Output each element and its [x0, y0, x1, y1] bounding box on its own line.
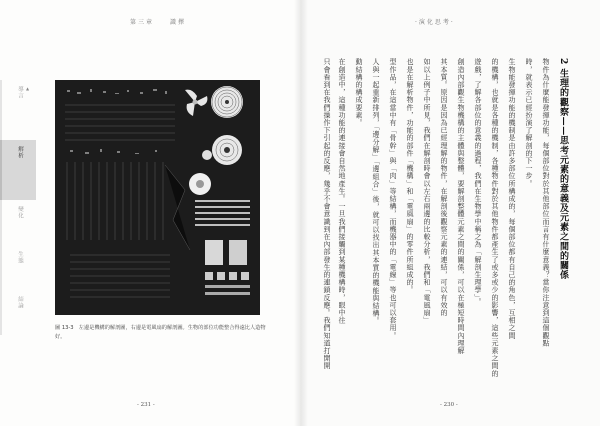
chapter-label: 第三章 [130, 19, 155, 26]
side-tab-label: 結論 [17, 296, 23, 309]
body-column: 人與一起重新排列，「邊分解」「邊組合」後，就可以找出其本質的機能與結構。 [372, 58, 380, 325]
left-page-number: - 231 - [137, 402, 155, 408]
side-tab-ecology[interactable] [0, 245, 36, 290]
body-column: 在創造中，這種功能的連接會自然地產生。一旦我們接觸到某種機構時，眼中往 [338, 58, 346, 324]
side-tab-analysis[interactable] [0, 140, 36, 200]
body-column: 動結構的構成要素。 [355, 58, 363, 127]
body-column: 遊戲，了解各部位的意義的過程，我們在生物學中稱之為「解剖生理學」。 [474, 58, 482, 306]
left-running-header [130, 17, 198, 26]
body-column: 物件為什麼能發揮功能，每個部位對於其他部位而言有什麼意義？當你注意到這個觀點 [542, 58, 550, 347]
body-column: 型作品，在這當中有「骨幹」與「肉」等結構，而機器中的「電線」等也可以套用。 [389, 58, 397, 340]
side-tab-label: 變化 [17, 206, 23, 219]
chapter-title: 識擇 [169, 19, 186, 26]
side-tab-label: 生態 [17, 251, 23, 264]
book-gutter [294, 0, 308, 426]
body-column: 只會看到在我們操作下引起的反應，幾乎不會意識到在內部發生的連鎖反應。我們知道打開開 [323, 58, 331, 370]
right-page-number: - 230 - [440, 402, 458, 408]
side-tab-label: 導言 [17, 86, 23, 99]
body-column: 如以上例子中所見，我們在解剖時會以左右兩邊的比較分析，我們和「電風扇」 [423, 58, 431, 324]
photo-illustration [55, 80, 260, 315]
disassembled-parts-photo [55, 80, 260, 315]
body-column: 的機構，也就是各種的機制，各種物件對於其他物件都產生了或多或少的影響，這些元素之間的 [491, 58, 499, 378]
body-column: 生物能發揮功能的機制是由許多部位所構成的，每個部位都有自己的角色，互相之間 [508, 58, 516, 340]
side-tab-change[interactable] [0, 200, 36, 245]
body-column: 其本質。原因是因為已經理解的物件，在解剖後觀察元素的連結，可以有效的 [440, 58, 448, 317]
body-column: 創造內部觀生物機構的主體與整體，要解剖整體元素之間的關係，可以在極短時間內理解 [457, 58, 465, 355]
body-column: 也是在解析物件，功能的部件「機構」和「電風扇」的零件所組成的。 [406, 58, 414, 294]
side-tab-label: 解析 [17, 146, 23, 159]
right-running-header [415, 17, 467, 26]
section-heading: 2 生理的觀察——思考元素的意義及元素之間的關係 [558, 58, 568, 280]
right-page-body [323, 58, 568, 378]
tab-marker-icon: ▲ [26, 86, 30, 91]
body-column: 時，就表示已經扮演了解剖的下一步。 [525, 58, 533, 188]
book-title: ·演化思考· [415, 19, 455, 26]
side-tab-intro[interactable] [0, 80, 36, 140]
figure-caption: 圖 13-3 左邊是機構的解剖圖，右邊是電風扇的解剖圖。生物的部位功能整合得遠比人造物好。 [55, 325, 266, 340]
side-tab-conclusion[interactable] [0, 290, 36, 335]
